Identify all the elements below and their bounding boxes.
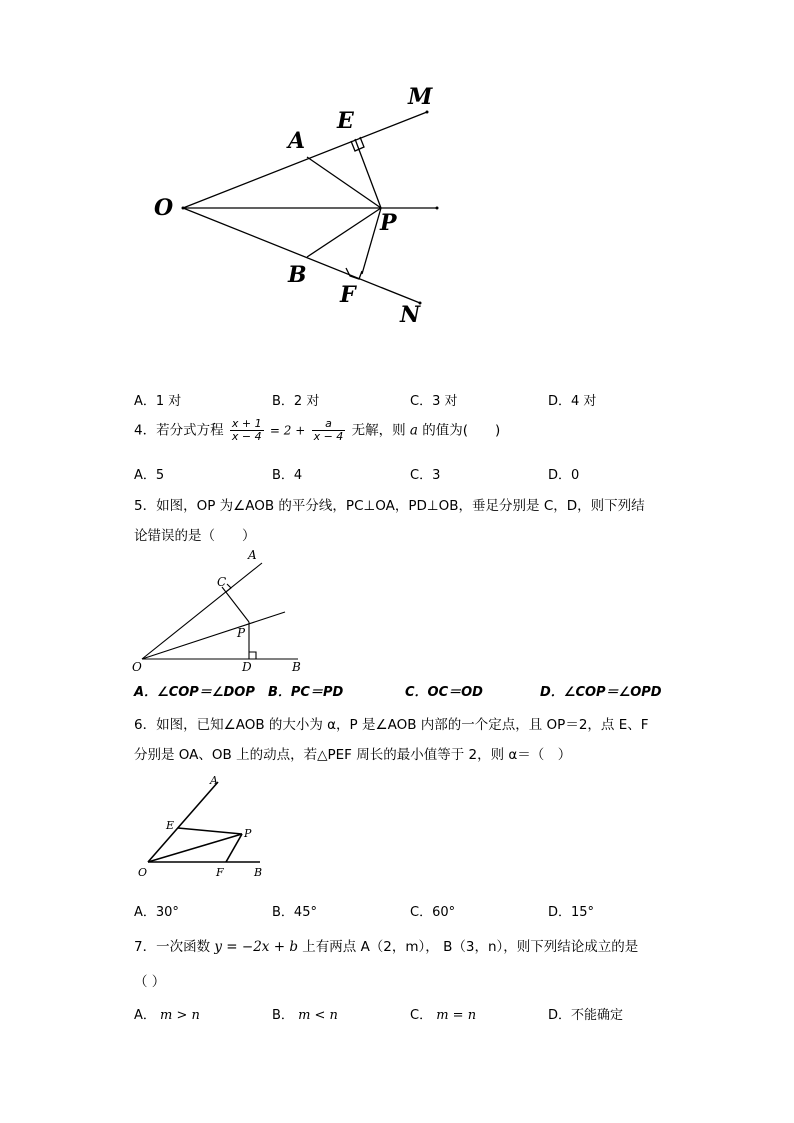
q6-stem-line2: 分别是 OA、OB 上的动点，若△PEF 周长的最小值等于 2，则 α＝（ ） [134,747,572,763]
q5-label-c: C [217,575,227,589]
q5-option-d: D．∠COP＝∠OPD [540,685,662,700]
q5-label-d: D [242,660,252,674]
label-e: E [337,108,354,134]
q6-option-d: D．15° [548,905,595,920]
q4-fraction-1 [230,418,264,443]
q7-option-d: D．不能确定 [548,1008,624,1023]
q5-right-angle-d [249,652,256,659]
ray-om [183,112,427,208]
segment-bp [307,208,381,257]
q4-option-a: A．5 [134,468,165,483]
q7-prefix: 7．一次函数 [134,939,211,955]
q5-ray-op [142,612,285,659]
q6-label-p: P [244,827,252,840]
q7-point-b: B（3，n），则下列结论成立的是 [443,939,639,955]
q3-option-d: D．4 对 [548,394,597,409]
q6-label-f: F [216,866,224,879]
q6-option-a: A．30° [134,905,179,920]
q4-stem [134,418,500,443]
q4-option-d: D．0 [548,468,580,483]
q7-stem-line2: （ ） [134,974,166,990]
q5-option-b: B．PC＝PD [268,685,344,700]
q5-label-a: A [248,548,257,562]
figure-angle-bisector-1 [0,0,794,360]
label-m: M [408,84,433,110]
q4-suffix-a: 无解，则 [351,422,406,439]
q4-fraction-2 [312,418,346,443]
q6-label-e: E [166,819,175,832]
q6-label-a: A [210,774,218,787]
q7-option-c [410,1004,476,1023]
q4-option-b: B．4 [272,468,303,483]
q4-frac2-numerator: a [312,418,346,431]
q5-label-b: B [292,660,301,674]
q7-option-b-prefix: B． [272,1008,294,1023]
label-b: B [288,262,307,288]
q6-option-c: C．60° [410,905,456,920]
q6-label-o: O [138,866,148,879]
q4-frac1-denominator: x − 4 [231,430,262,443]
q5-option-c: C．OC＝OD [405,685,483,700]
segment-fp [362,208,381,274]
q7-option-c-text: m = n [436,1008,477,1023]
figure-q5 [120,545,320,680]
q6-segment-ep [178,828,242,834]
label-p: P [380,210,397,236]
q3-option-b: B．2 对 [272,394,320,409]
q7-function: y = −2x + b [214,939,298,955]
q3-option-c: C．3 对 [410,394,458,409]
q7-stem-line1 [134,935,638,955]
label-n: N [400,302,421,328]
q7-point-a: A（2，m）， [360,939,439,955]
q3-option-a: A．1 对 [134,394,182,409]
q5-option-a: A．∠COP＝∠DOP [134,685,255,700]
q6-stem-line1: 6．如图，已知∠AOB 的大小为 α，P 是∠AOB 内部的一个定点，且 OP＝2，点 E、F [134,717,649,733]
q7-option-a-text: m > n [160,1008,200,1023]
q5-segment-pc [222,587,249,622]
q6-option-b: B．45° [272,905,317,920]
q5-label-o: O [132,660,142,674]
q5-right-angle-c [226,584,231,592]
segment-ap [307,157,381,208]
q7-mid: 上有两点 [302,939,357,955]
q5-stem-line2: 论错误的是（ ） [134,528,256,544]
q4-suffix-b: 的值为( ) [422,422,501,439]
q4-equals: = 2 + [269,423,306,438]
q6-ray-oa [148,782,218,862]
q5-stem-line1: 5．如图，OP 为∠AOB 的平分线，PC⊥OA，PD⊥OB，垂足分别是 C，D，则下列结 [134,498,645,514]
q7-option-a [134,1004,200,1023]
q4-var: a [409,422,418,439]
q4-option-c: C．3 [410,468,441,483]
q7-option-a-prefix: A． [134,1008,156,1023]
q6-label-b: B [254,866,263,879]
q4-frac1-numerator: x + 1 [231,417,262,430]
q4-frac2-denominator: x − 4 [313,430,344,443]
q5-ray-oa [142,563,262,659]
right-angle-mark-f [346,268,362,279]
q7-option-c-prefix: C． [410,1008,433,1023]
label-a: A [288,128,306,154]
figure-q6 [130,770,280,885]
q5-label-p: P [237,626,246,640]
q7-option-b [272,1004,338,1023]
label-o: O [154,195,174,221]
q4-prefix: 4．若分式方程 [134,422,224,439]
q7-option-b-text: m < n [298,1008,338,1023]
label-f: F [340,282,356,308]
